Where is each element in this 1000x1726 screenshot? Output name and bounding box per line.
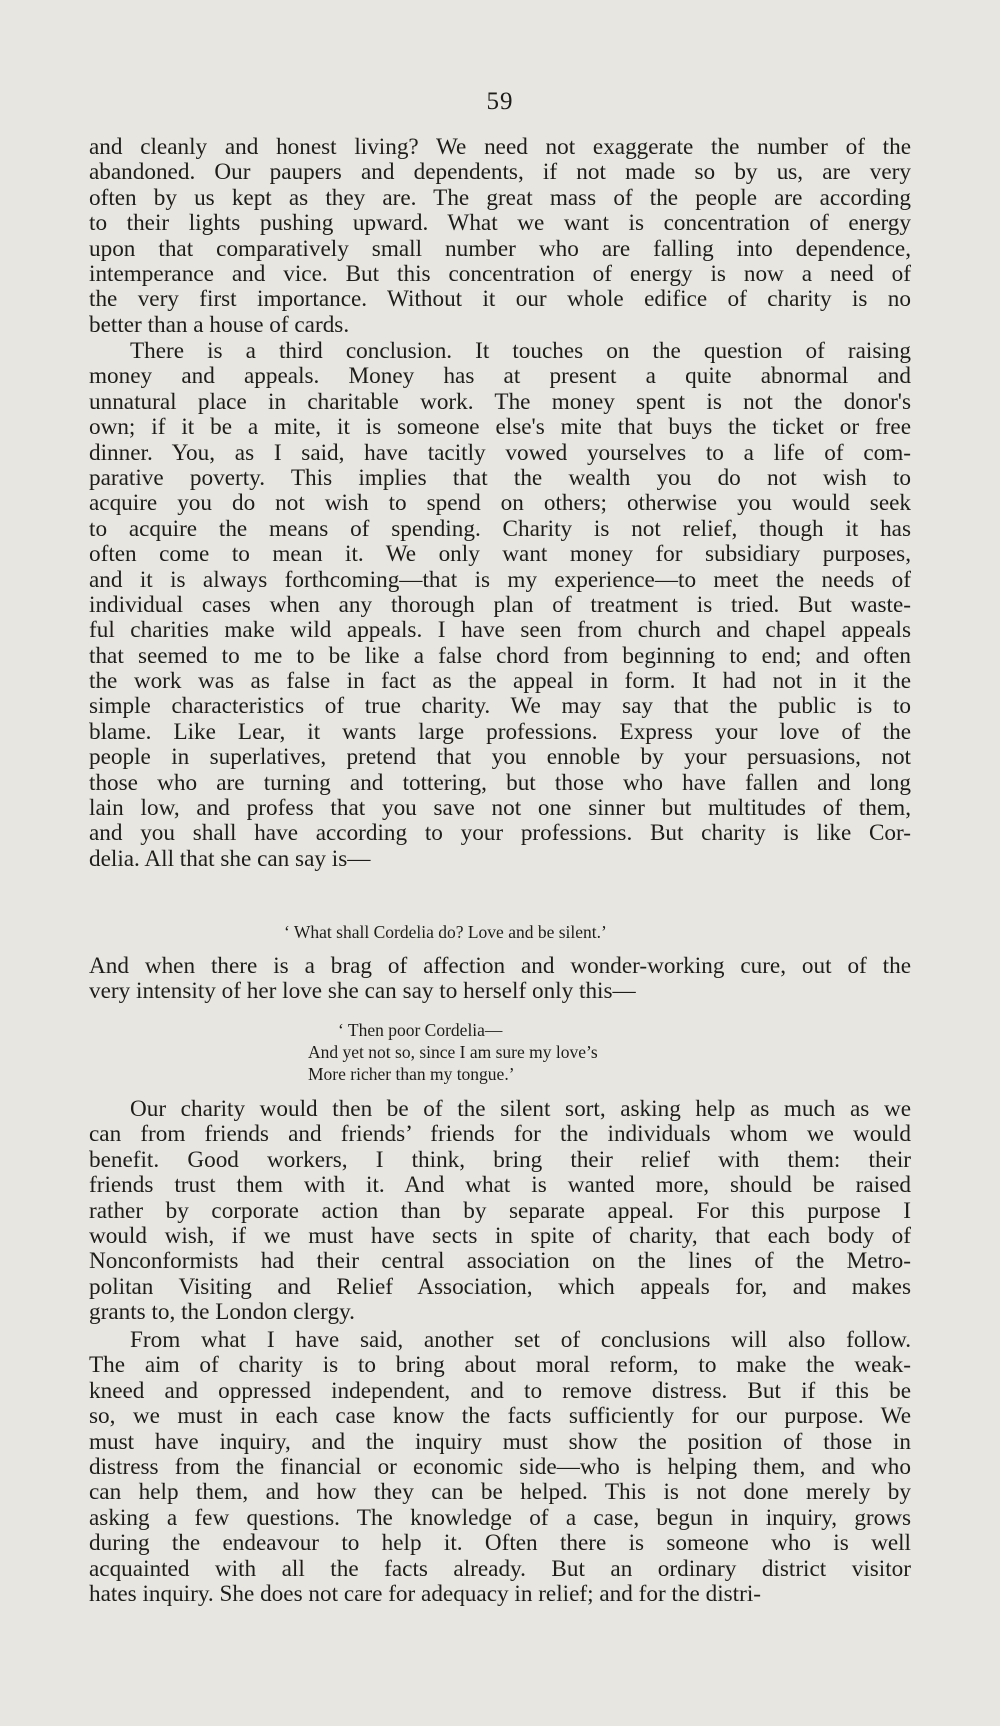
text-line: dinner. You, as I said, have tacitly vowed yourselves to a life of com- [89,439,911,466]
text-line: parative poverty. This implies that the wealth you do not wish to [89,464,911,491]
text-line: delia. All that she can say is— [89,845,371,872]
text-line: would wish, if we must have sects in spite of charity, that each body of [89,1222,911,1249]
text-line: upon that comparatively small number who are falling into dependence, [89,235,911,262]
text-line: individual cases when any thorough plan of treatment is tried. But waste- [89,591,911,618]
text-line: acquainted with all the facts already. But an ordinary district visitor [89,1555,911,1582]
paragraph-5 [89,1328,911,1607]
text-line: And when there is a brag of affection and wonder-working cure, out of the [89,953,911,979]
text-line: Nonconformists had their central association on the lines of the Metro- [89,1248,911,1275]
text-line: to their lights pushing upward. What we want is concentration of energy [89,210,911,237]
paragraph-3 [89,954,911,1005]
text-line: people in superlatives, pretend that you ennoble by your persuasions, not [89,744,911,771]
quote-line: ‘ Then poor Cordelia— [338,1020,503,1040]
text-line: kneed and oppressed independent, and to remove distress. But if this be [89,1377,911,1404]
text-line: better than a house of cards. [89,311,350,338]
quote-line: And yet not so, since I am sure my love’s [308,1042,598,1062]
text-line: asking a few questions. The knowledge of a case, begun in inquiry, grows [89,1504,911,1531]
text-line: blame. Like Lear, it wants large professions. Express your love of the [89,718,911,745]
text-line: the very first importance. Without it our whole edifice of charity is no [89,286,911,313]
text-line: The aim of charity is to bring about moral reform, to make the weak- [89,1352,911,1379]
text-line: unnatural place in charitable work. The money spent is not the donor's [89,388,911,415]
text-line: intemperance and vice. But this concentration of energy is now a need of [89,260,911,287]
text-line: that seemed to me to be like a false chord from beginning to end; and often [89,642,911,669]
quote-line: ‘ What shall Cordelia do? Love and be silent.’ [284,922,607,942]
text-line: From what I have said, another set of conclusions will also follow. [130,1327,911,1353]
text-line: during the endeavour to help it. Often there is someone who is well [89,1530,911,1557]
text-line: must have inquiry, and the inquiry must show the position of those in [89,1428,911,1455]
text-line: often come to mean it. We only want money for subsidiary purposes, [89,541,911,568]
text-line: acquire you do not wish to spend on others; otherwise you would seek [89,490,911,517]
text-line: ful charities make wild appeals. I have seen from church and chapel appeals [89,617,911,644]
text-line: lain low, and profess that you save not one sinner but multitudes of them, [89,795,911,822]
text-line: simple characteristics of true charity. We may say that the public is to [89,693,911,720]
text-line: can help them, and how they can be helped. This is not done merely by [89,1479,911,1506]
text-line: hates inquiry. She does not care for adequacy in relief; and for the distri- [89,1580,761,1607]
text-line: distress from the financial or economic side—who is helping them, and who [89,1453,911,1480]
text-line: rather by corporate action than by separate appeal. For this purpose I [89,1197,911,1224]
text-line: and cleanly and honest living? We need not exaggerate the number of the [89,134,911,160]
text-line: grants to, the London clergy. [89,1299,355,1326]
text-line: money and appeals. Money has at present a quite abnormal and [89,363,911,390]
text-line: benefit. Good workers, I think, bring their relief with them: their [89,1146,911,1173]
text-line: so, we must in each case know the facts sufficiently for our purpose. We [89,1403,911,1430]
paragraph-2 [89,339,911,872]
text-line: politan Visiting and Relief Association, which appeals for, and makes [89,1273,911,1300]
text-line: abandoned. Our paupers and dependents, if not made so by us, are very [89,159,911,186]
text-line: There is a third conclusion. It touches on the question of raising [130,338,911,364]
text-line: to acquire the means of spending. Charity is not relief, though it has [89,515,911,542]
text-line: own; if it be a mite, it is someone else's mite that buys the ticket or free [89,414,911,441]
page-number: 59 [486,88,514,115]
text-line: Our charity would then be of the silent sort, asking help as much as we [130,1096,911,1122]
text-line: and you shall have according to your professions. But charity is like Cor- [89,820,911,847]
text-line: the work was as false in fact as the appeal in form. It had not in it the [89,668,911,695]
text-line: friends trust them with it. And what is wanted more, should be raised [89,1172,911,1199]
text-line: can from friends and friends’ friends for the individuals whom we would [89,1121,911,1148]
text-line: very intensity of her love she can say to herself only this— [89,978,636,1005]
text-line: those who are turning and tottering, but those who have fallen and long [89,769,911,796]
quote-line: More richer than my tongue.’ [308,1064,515,1084]
text-line: and it is always forthcoming—that is my experience—to meet the needs of [89,566,911,593]
paragraph-1 [89,135,911,338]
paragraph-4 [89,1097,911,1326]
text-line: often by us kept as they are. The great mass of the people are according [89,184,911,211]
